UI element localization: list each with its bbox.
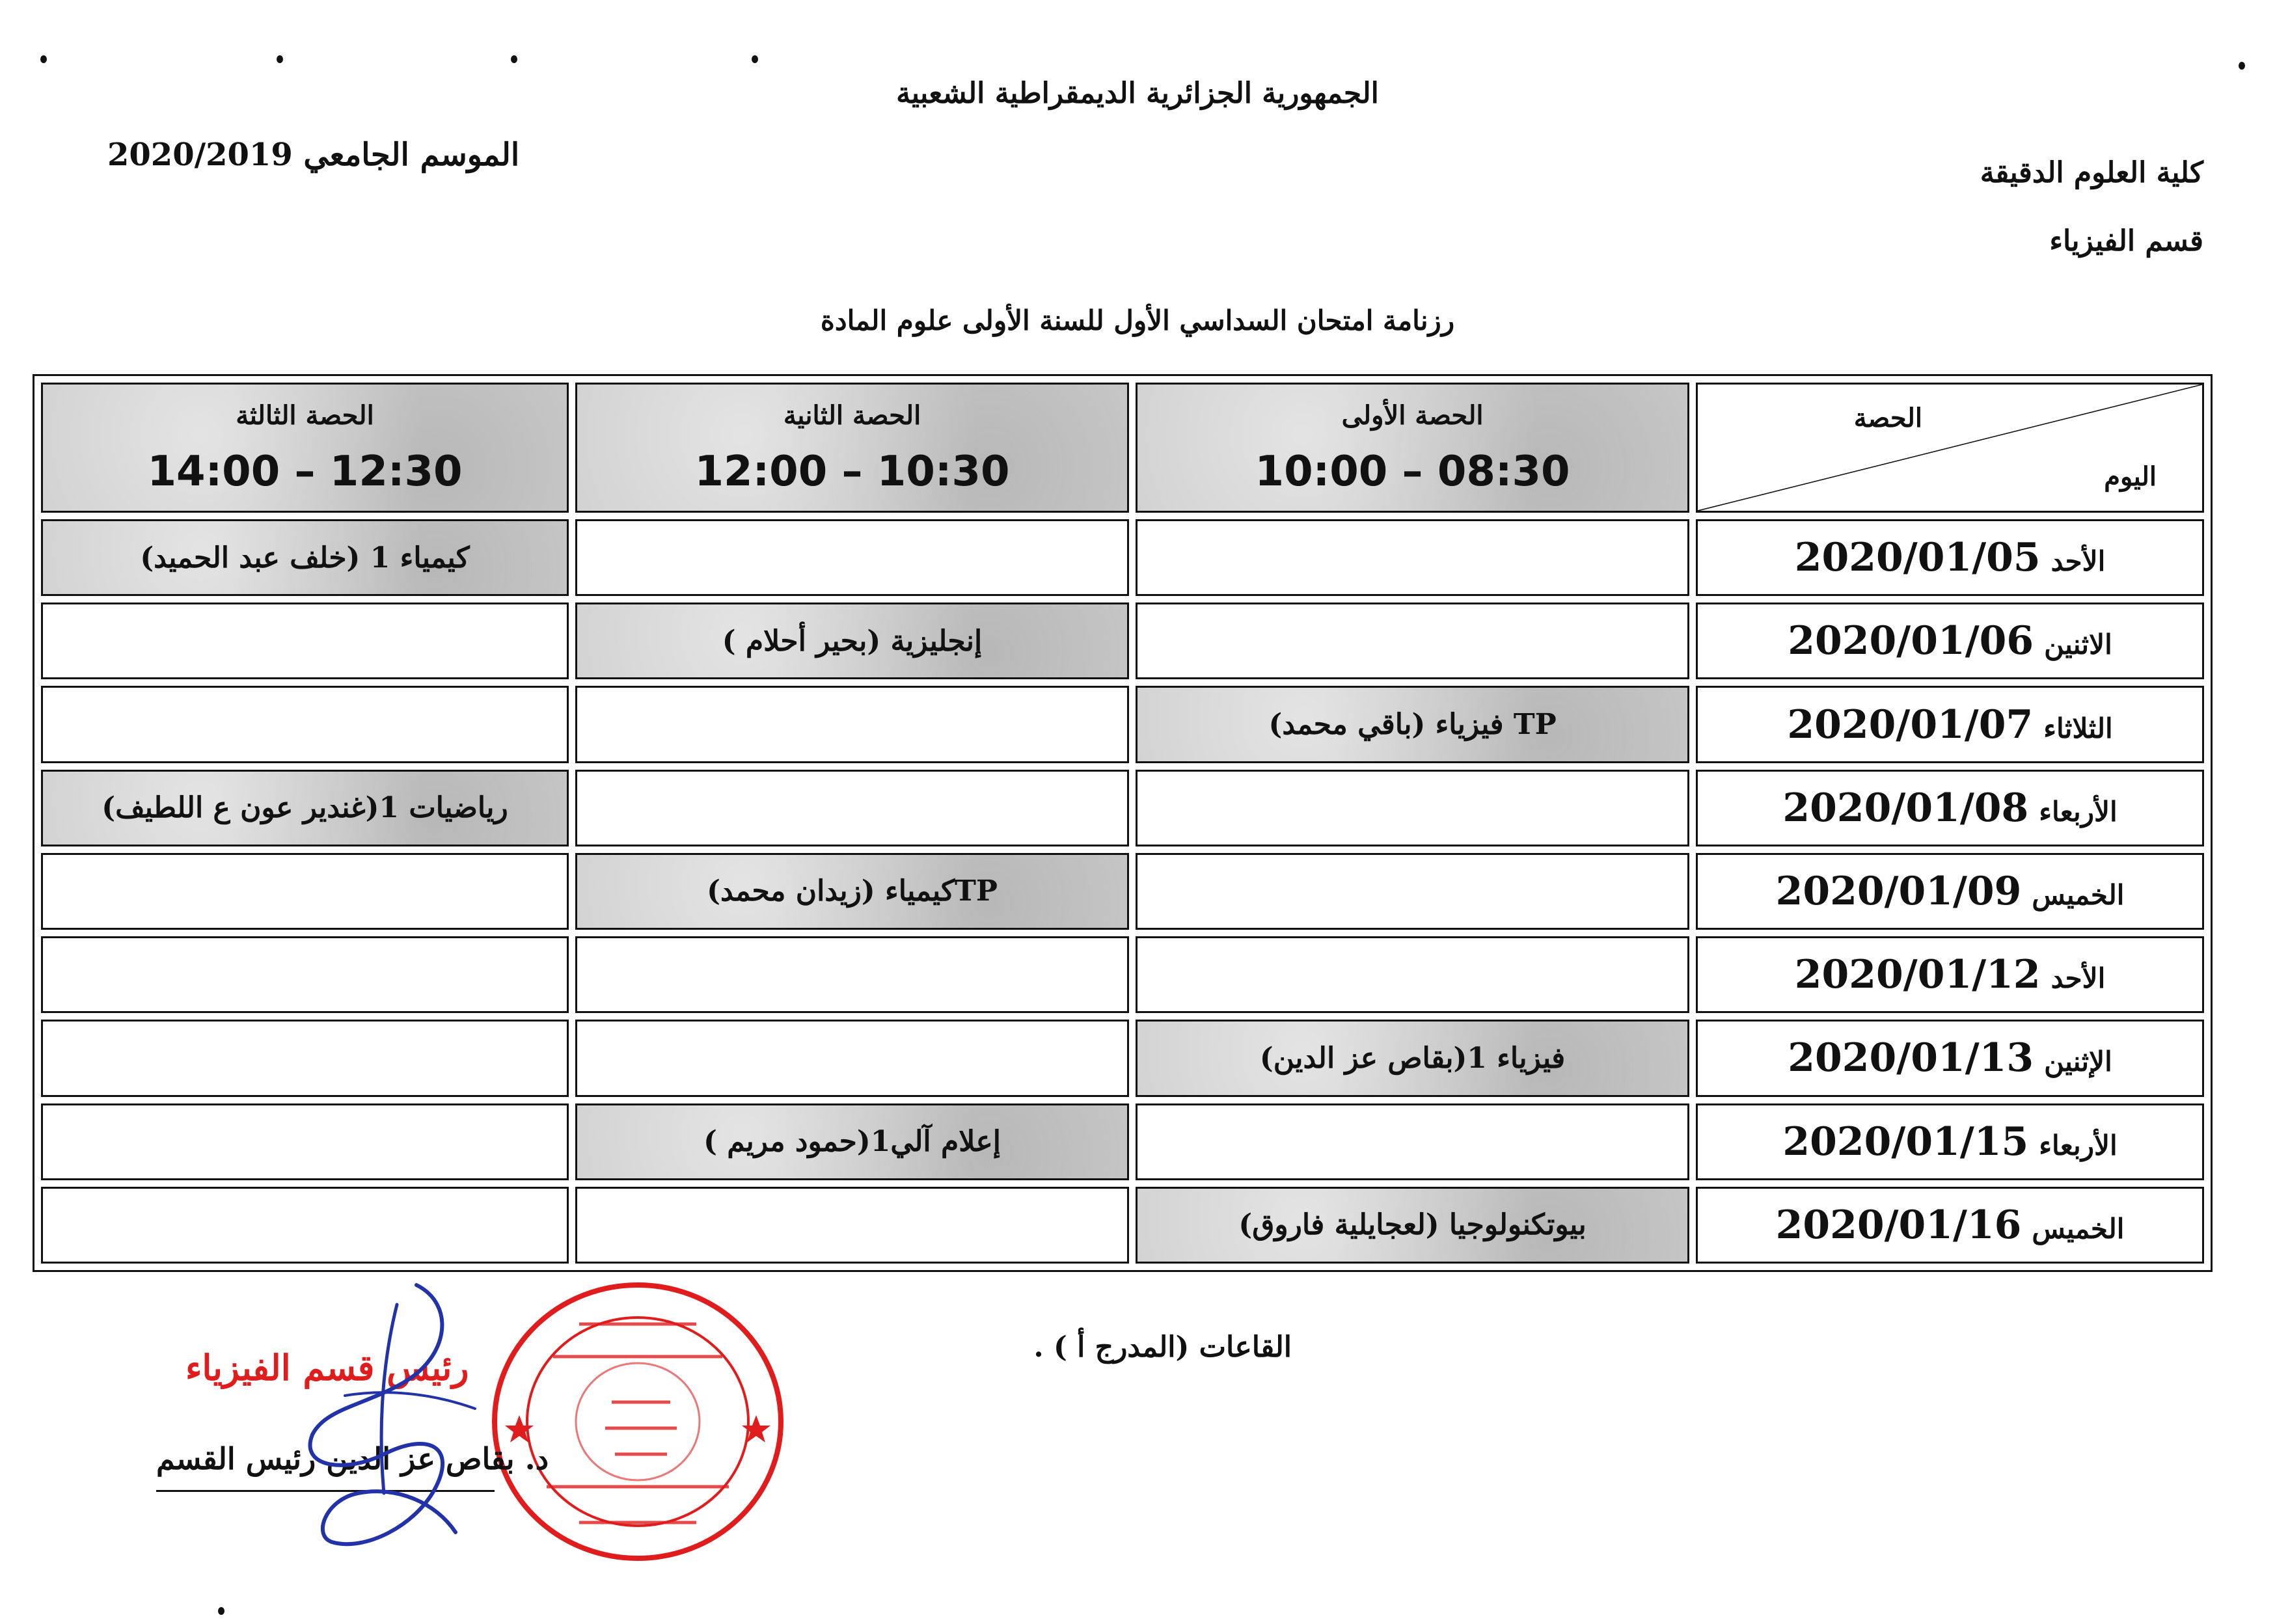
day-date: 2020/01/05 <box>1794 535 2041 581</box>
session-time: 14:00 – 12:30 <box>147 447 463 496</box>
exam-cell <box>1136 770 1689 846</box>
exam-cell: فيزياء 1(بقاص عز الدين) <box>1136 1020 1689 1096</box>
session-time: 10:00 – 08:30 <box>1255 447 1570 496</box>
day-name: الأربعاء <box>2039 1129 2118 1161</box>
day-date: 2020/01/16 <box>1775 1202 2022 1248</box>
exam-cell <box>575 1020 1129 1096</box>
table-row <box>41 686 2204 763</box>
exam-cell: إنجليزية (بحير أحلام ) <box>575 602 1129 679</box>
exam-cell <box>575 936 1129 1013</box>
table-row <box>41 1103 2204 1180</box>
day-name: الثلاثاء <box>2043 712 2113 744</box>
corner-session-label: الحصة <box>1853 403 1922 433</box>
exam-cell: إعلام آلي1(حمود مريم ) <box>575 1103 1129 1180</box>
day-cell <box>1696 936 2204 1013</box>
day-date: 2020/01/12 <box>1794 952 2041 998</box>
exam-cell <box>41 1020 569 1096</box>
day-date: 2020/01/09 <box>1775 868 2022 914</box>
scan-speck <box>2239 62 2245 70</box>
day-date: 2020/01/07 <box>1787 701 2034 748</box>
official-stamp <box>482 1272 794 1571</box>
table-row <box>41 936 2204 1013</box>
day-cell <box>1696 770 2204 846</box>
exam-cell <box>41 602 569 679</box>
scan-speck <box>218 1607 225 1615</box>
exam-cell: TP فيزياء (باقي محمد) <box>1136 686 1689 763</box>
table-row <box>41 519 2204 596</box>
session-time: 12:00 – 10:30 <box>694 447 1010 496</box>
day-name: الأحد <box>2050 545 2106 578</box>
table-row <box>41 770 2204 846</box>
day-name: الأربعاء <box>2039 795 2118 828</box>
day-date: 2020/01/15 <box>1782 1118 2029 1165</box>
department-name: قسم الفيزياء <box>2049 224 2203 258</box>
day-name: الخميس <box>2032 878 2125 911</box>
exam-cell <box>41 1103 569 1180</box>
table-row <box>41 602 2204 679</box>
scan-speck <box>511 55 517 63</box>
rooms-note: القاعات (المدرج أ ) . <box>1033 1331 1292 1364</box>
exam-cell <box>575 686 1129 763</box>
exam-cell <box>1136 519 1689 596</box>
scan-speck <box>40 55 47 63</box>
day-date: 2020/01/13 <box>1788 1035 2034 1081</box>
day-date: 2020/01/08 <box>1782 785 2029 831</box>
corner-day-label: اليوم <box>2104 461 2157 492</box>
exam-cell <box>41 853 569 930</box>
day-cell <box>1696 602 2204 679</box>
signature-name: د. بقاص عز الدين رئيس القسم <box>156 1441 549 1476</box>
exam-cell <box>41 1187 569 1264</box>
document-title: رزنامة امتحان السداسي الأول للسنة الأولى علوم المادة <box>820 304 1455 336</box>
exam-cell <box>1136 936 1689 1013</box>
scan-speck <box>277 55 283 63</box>
corner-cell <box>1696 383 2204 513</box>
session-header-3 <box>41 383 569 513</box>
exam-cell <box>575 770 1129 846</box>
day-cell <box>1696 519 2204 596</box>
exam-schedule-table <box>33 374 2213 1272</box>
exam-cell <box>41 936 569 1013</box>
day-cell <box>1696 853 2204 930</box>
country-name: الجمهورية الجزائرية الديمقراطية الشعبية <box>896 77 1379 110</box>
day-name: الاثنين <box>2044 629 2112 661</box>
exam-cell: TPكيمياء (زيدان محمد) <box>575 853 1129 930</box>
table-row <box>41 1020 2204 1096</box>
session-header-1 <box>1136 383 1689 513</box>
session-name: الحصة الثانية <box>783 399 921 431</box>
day-name: الإثنين <box>2044 1046 2112 1078</box>
academic-season: الموسم الجامعي 2020/2019 <box>107 137 520 173</box>
day-cell <box>1696 1020 2204 1096</box>
day-name: الخميس <box>2032 1212 2125 1245</box>
exam-cell <box>1136 1103 1689 1180</box>
exam-cell <box>41 686 569 763</box>
exam-cell <box>575 1187 1129 1264</box>
exam-cell <box>1136 602 1689 679</box>
exam-cell: كيمياء 1 (خلف عبد الحميد) <box>41 519 569 596</box>
session-name: الحصة الثالثة <box>236 399 374 431</box>
table-row <box>41 853 2204 930</box>
exam-cell: رياضيات 1(غندير عون ع اللطيف) <box>41 770 569 846</box>
faculty-name: كلية العلوم الدقيقة <box>1980 156 2203 189</box>
scan-speck <box>752 55 758 63</box>
exam-cell <box>575 519 1129 596</box>
exam-cell <box>1136 853 1689 930</box>
handwritten-signature <box>286 1279 495 1558</box>
table-row <box>41 1187 2204 1264</box>
day-cell <box>1696 686 2204 763</box>
signature-title: رئيس قسم الفيزياء <box>185 1347 469 1388</box>
day-cell <box>1696 1187 2204 1264</box>
session-header-2 <box>575 383 1129 513</box>
day-cell <box>1696 1103 2204 1180</box>
session-name: الحصة الأولى <box>1341 399 1484 431</box>
day-date: 2020/01/06 <box>1788 618 2034 664</box>
header-row <box>41 383 2204 513</box>
day-name: الأحد <box>2050 962 2106 995</box>
exam-cell: بيوتكنولوجيا (لعجايلية فاروق) <box>1136 1187 1689 1264</box>
